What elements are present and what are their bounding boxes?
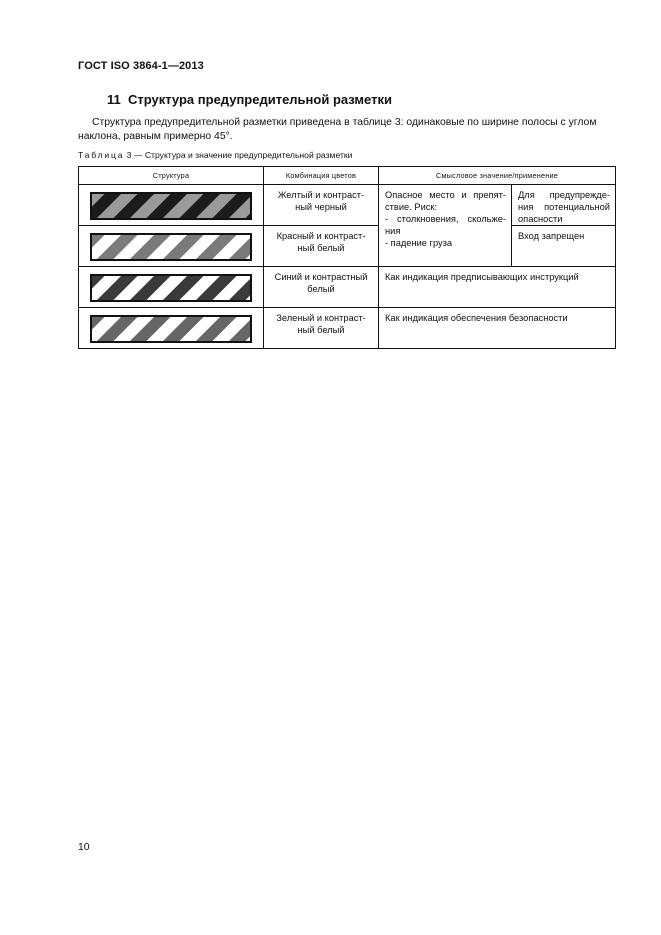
meaning-line: Для предупрежде- [518, 190, 610, 200]
caption-text: 3 — Структура и значение предупредительной разметки [124, 150, 353, 160]
combo-line: Зеленый и контраст- [276, 313, 366, 323]
meaning-line: ния [385, 226, 401, 236]
meaning-line: - падение груза [385, 238, 453, 248]
col-header-meaning: Смысловое значение/применение [379, 167, 616, 185]
meaning-cell-no-entry [512, 226, 616, 267]
combo-line: ный белый [297, 243, 345, 253]
structure-cell [79, 267, 264, 308]
meaning-line: Опасное место и препят- [385, 190, 506, 200]
combo-line: ный белый [297, 325, 345, 335]
body-paragraph: Структура предупредительной разметки приведена в таблице 3: одинаковые по ширине полосы с углом наклона, равным примерно 45°. [78, 117, 597, 142]
structure-cell [79, 226, 264, 267]
caption-prefix: Таблица [78, 150, 125, 160]
stripe-swatch-green-white [90, 315, 252, 343]
combo-line: Красный и контраст- [276, 231, 366, 241]
section-title-text: Структура предупредительной разметки [127, 92, 392, 107]
combination-cell [264, 185, 379, 226]
stripe-swatch-yellow-black [90, 192, 252, 220]
meaning-cell-warning [512, 185, 616, 226]
combination-cell [264, 267, 379, 308]
page-number: 10 [78, 842, 90, 853]
meaning-cell-hazard [379, 185, 512, 267]
meaning-line: ния потенциальной [518, 202, 610, 212]
stripe-swatch-red-white [90, 233, 252, 261]
table-row [79, 267, 616, 308]
section-number: 11 [107, 92, 121, 107]
meaning-line: Вход запрещен [518, 231, 585, 241]
structure-cell [79, 185, 264, 226]
table-row [79, 308, 616, 349]
table-caption [78, 150, 352, 160]
document-header: ГОСТ ISO 3864-1—2013 [78, 60, 204, 72]
combination-cell [264, 226, 379, 267]
meaning-cell [379, 308, 616, 349]
combo-line: Синий и контрастный [274, 272, 368, 282]
table-header-row [79, 167, 616, 185]
structure-cell [79, 308, 264, 349]
meaning-line: Как индикация предписывающих инструкций [385, 272, 579, 282]
meaning-line: - столкновения, скольже- [385, 214, 506, 224]
meaning-line: Как индикация обеспечения безопасности [385, 313, 568, 323]
combo-line: белый [307, 284, 335, 294]
table-row [79, 226, 616, 267]
col-header-structure: Структура [79, 167, 264, 185]
combo-line: ный черный [295, 202, 347, 212]
col-header-combination: Комбинация цветов [264, 167, 379, 185]
combination-cell [264, 308, 379, 349]
combo-line: Желтый и контраст- [277, 190, 365, 200]
marking-table [78, 166, 616, 349]
meaning-cell [379, 267, 616, 308]
table-row [79, 185, 616, 226]
section-title [107, 92, 392, 107]
stripe-swatch-blue-white [90, 274, 252, 302]
meaning-line: опасности [518, 214, 563, 224]
meaning-line: ствие. Риск: [385, 202, 438, 212]
